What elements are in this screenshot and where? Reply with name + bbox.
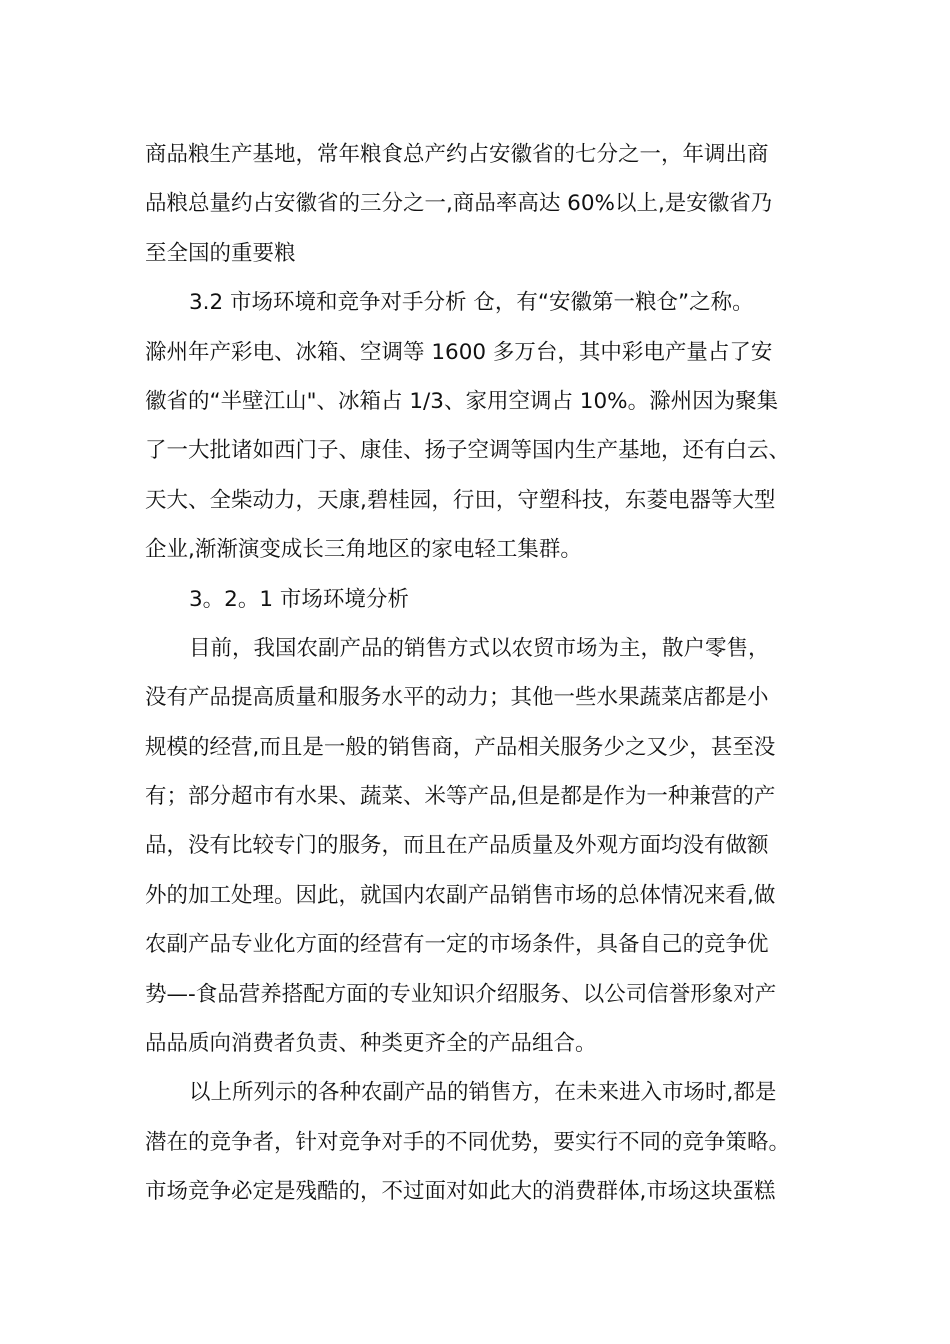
text-line: 品，没有比较专门的服务，而且在产品质量及外观方面均没有做额	[145, 833, 769, 859]
document-body	[145, 130, 835, 1217]
text-line: 天大、全柴动力，天康,碧桂园，行田，守塑科技，东菱电器等大型	[145, 487, 776, 513]
text-line: 市场竞争必定是残酷的，不过面对如此大的消费群体,市场这块蛋糕	[145, 1179, 776, 1205]
text-line: 品粮总量约占安徽省的三分之一,商品率高达 60%以上,是安徽省乃	[145, 191, 773, 217]
text-line: 有；部分超市有水果、蔬菜、米等产品,但是都是作为一种兼营的产	[145, 784, 776, 810]
text-line: 农副产品专业化方面的经营有一定的市场条件，具备自己的竞争优	[145, 932, 769, 958]
text-line: 了一大批诸如西门子、康佳、扬子空调等国内生产基地，还有白云、	[145, 438, 791, 464]
text-line: 企业,渐渐演变成长三角地区的家电轻工集群。	[145, 537, 582, 563]
text-line: 商品粮生产基地，常年粮食总产约占安徽省的七分之一，年调出商	[145, 142, 769, 167]
text-line: 外的加工处理。因此，就国内农副产品销售市场的总体情况来看,做	[145, 882, 776, 908]
paragraph-start-line: 以上所列示的各种农副产品的销售方，在未来进入市场时,都是	[189, 1080, 777, 1106]
text-line: 品品质向消费者负责、种类更齐全的产品组合。	[145, 1031, 597, 1057]
text-line: 势—-食品营养搭配方面的专业知识介绍服务、以公司信誉形象对产	[145, 981, 777, 1007]
text-line: 徽省的“半壁江山"、冰箱占 1/3、家用空调占 10%。滁州因为聚集	[145, 388, 779, 414]
paragraph-start-line: 目前，我国农副产品的销售方式以农贸市场为主，散户零售，	[189, 635, 770, 661]
text-line: 滁州年产彩电、冰箱、空调等 1600 多万台，其中彩电产量占了安	[145, 339, 773, 365]
text-line: 潜在的竞争者，针对竞争对手的不同优势，要实行不同的竞争策略。	[145, 1129, 791, 1155]
section-heading: 3.2 市场环境和竞争对手分析 仓，有“安徽第一粮仓”之称。	[189, 290, 754, 316]
text-line: 至全国的重要粮	[145, 240, 296, 266]
subsection-heading: 3。2。1 市场环境分析	[189, 586, 409, 612]
text-line: 没有产品提高质量和服务水平的动力；其他一些水果蔬菜店都是小	[145, 685, 769, 711]
text-line: 规模的经营,而且是一般的销售商，产品相关服务少之又少，甚至没	[145, 734, 776, 760]
